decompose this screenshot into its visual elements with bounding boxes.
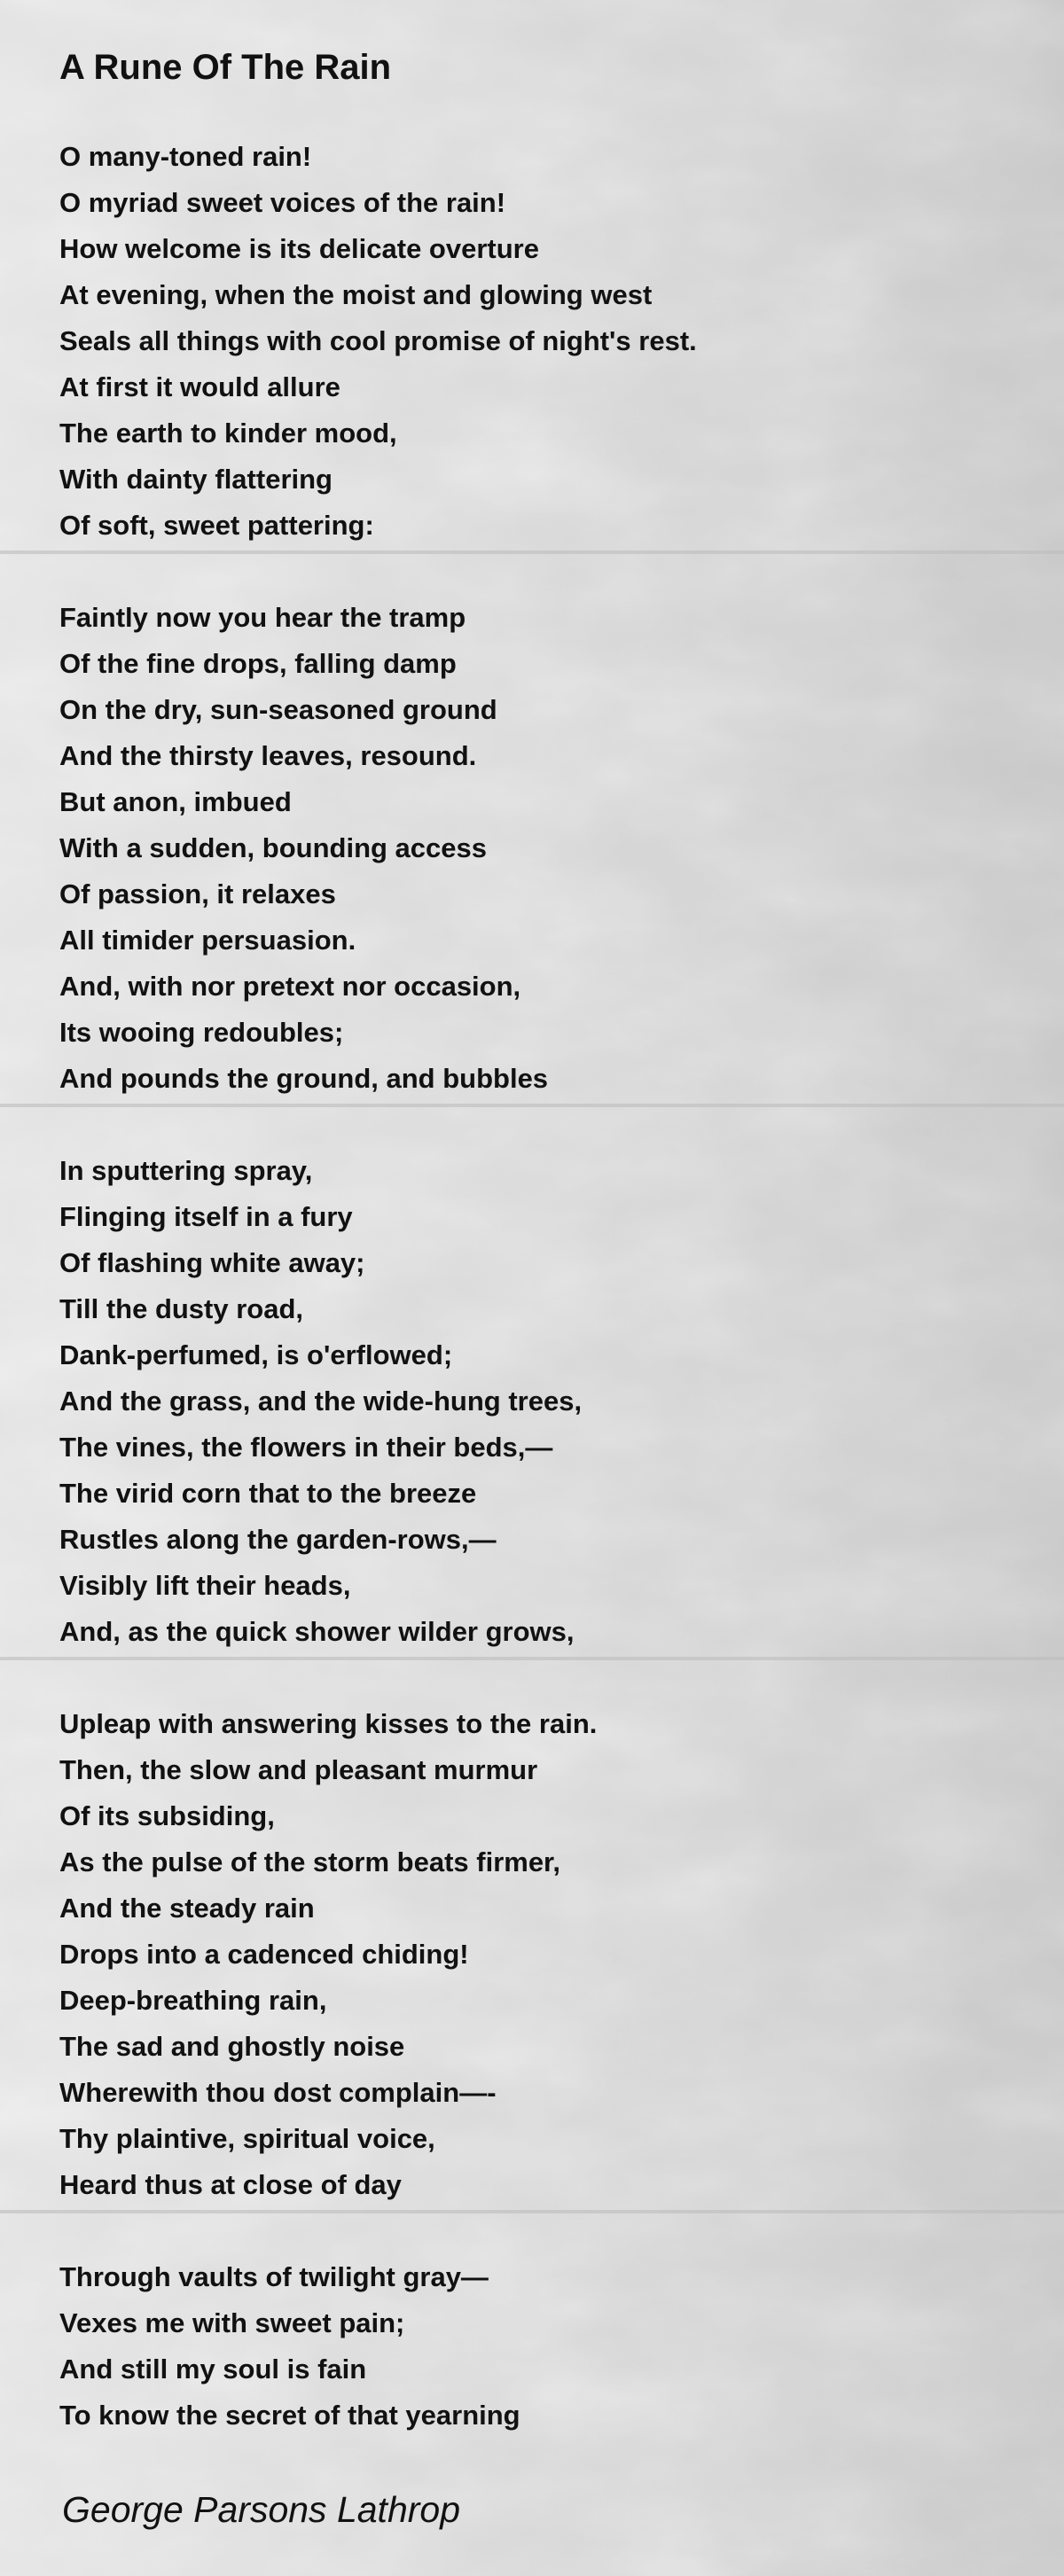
poem-line: Vexes me with sweet pain; xyxy=(59,2307,405,2338)
poem-line: Of soft, sweet pattering: xyxy=(59,510,374,541)
poem-line: In sputtering spray, xyxy=(59,1155,313,1186)
stanza-break xyxy=(59,2208,697,2254)
poem-line: Seals all things with cool promise of night's rest. xyxy=(59,325,697,356)
poem-line: Deep-breathing rain, xyxy=(59,1985,327,2016)
poem-line: Through vaults of twilight gray— xyxy=(59,2261,489,2292)
poem-line: And, as the quick shower wilder grows, xyxy=(59,1616,575,1647)
poem-line: And the thirsty leaves, resound. xyxy=(59,740,477,771)
poem-line: Dank-perfumed, is o'erflowed; xyxy=(59,1339,453,1370)
poem-title: A Rune Of The Rain xyxy=(59,48,392,87)
poem-line: O many-toned rain! xyxy=(59,141,312,172)
poem-line: The virid corn that to the breeze xyxy=(59,1478,477,1509)
poem-line: Of passion, it relaxes xyxy=(59,878,336,909)
poem-line: Of the fine drops, falling damp xyxy=(59,648,457,679)
poem-line: And the steady rain xyxy=(59,1893,315,1924)
poem-line: Wherewith thou dost complain—- xyxy=(59,2077,497,2108)
poem-line: With dainty flattering xyxy=(59,464,332,495)
poem-line: And the grass, and the wide-hung trees, xyxy=(59,1386,583,1417)
poem-line: Thy plaintive, spiritual voice, xyxy=(59,2123,435,2154)
poem-line: How welcome is its delicate overture xyxy=(59,233,539,264)
poem-line: Heard thus at close of day xyxy=(59,2169,402,2200)
poem-line: As the pulse of the storm beats firmer, xyxy=(59,1846,561,1877)
poem-line: Of flashing white away; xyxy=(59,1247,365,1278)
poem-line: Of its subsiding, xyxy=(59,1800,275,1831)
poem-line: All timider persuasion. xyxy=(59,925,356,956)
poem-line: To know the secret of that yearning xyxy=(59,2400,520,2431)
poem-line: The sad and ghostly noise xyxy=(59,2031,405,2062)
poem-line: Visibly lift their heads, xyxy=(59,1570,351,1601)
poem-line: But anon, imbued xyxy=(59,786,292,817)
poem-author: George Parsons Lathrop xyxy=(62,2489,460,2530)
poem-line: At evening, when the moist and glowing west xyxy=(59,279,653,310)
poem-line: Faintly now you hear the tramp xyxy=(59,602,466,633)
poem-body xyxy=(59,134,697,2439)
poem-line: With a sudden, bounding access xyxy=(59,832,487,863)
poem-line: Its wooing redoubles; xyxy=(59,1017,344,1048)
poem-line: Upleap with answering kisses to the rain. xyxy=(59,1708,598,1739)
poem-line: At first it would allure xyxy=(59,371,340,402)
poem-line: O myriad sweet voices of the rain! xyxy=(59,187,506,218)
poem-line: Rustles along the garden-rows,— xyxy=(59,1524,497,1555)
stanza-break xyxy=(59,549,697,595)
poem-line: On the dry, sun-seasoned ground xyxy=(59,694,497,725)
poem-line: And, with nor pretext nor occasion, xyxy=(59,971,521,1002)
stanza-break xyxy=(59,1655,697,1701)
poem-line: Drops into a cadenced chiding! xyxy=(59,1939,469,1970)
poem-line: The vines, the flowers in their beds,— xyxy=(59,1432,553,1463)
poem-line: And pounds the ground, and bubbles xyxy=(59,1063,549,1094)
poem-line: Flinging itself in a fury xyxy=(59,1201,353,1232)
poem-line: Till the dusty road, xyxy=(59,1293,304,1324)
stanza-break xyxy=(59,1102,697,1148)
poem-line: And still my soul is fain xyxy=(59,2354,367,2385)
poem-line: The earth to kinder mood, xyxy=(59,418,397,449)
poem-line: Then, the slow and pleasant murmur xyxy=(59,1754,538,1785)
